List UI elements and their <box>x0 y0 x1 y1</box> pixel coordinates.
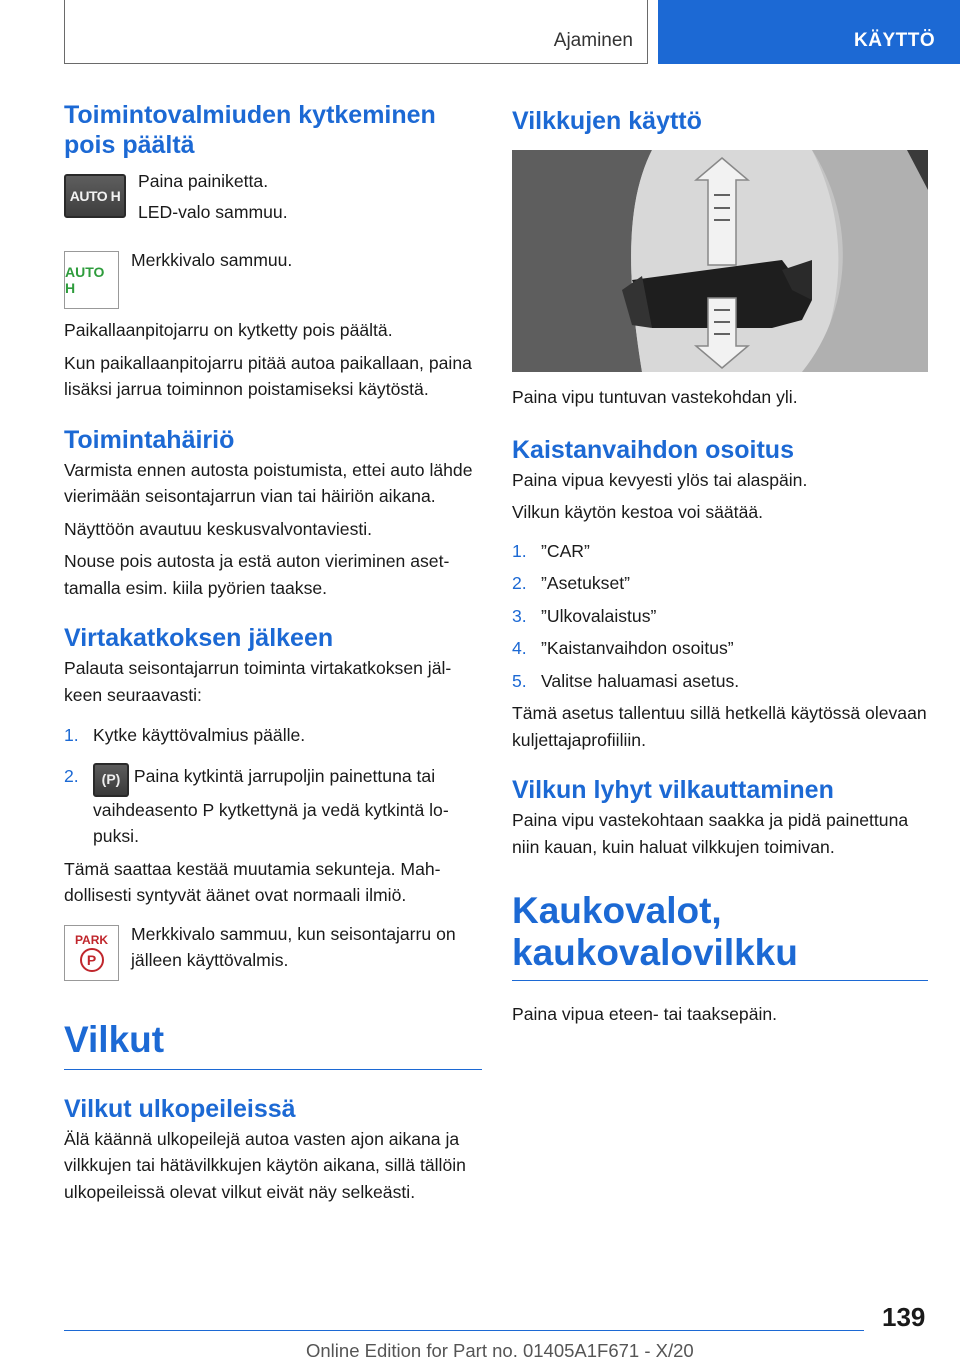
lane-text-2: Vilkun käytön kestoa voi säätää. <box>512 502 764 522</box>
heading-deactivate: Toimintovalmiuden kytkeminen pois päältä <box>64 101 436 159</box>
turn-signal-lever-image <box>512 150 928 372</box>
edition-text: Online Edition for Part no. 01405A1F671 - X/20 <box>306 1340 694 1361</box>
step-text: Kytke käyttövalmius päälle. <box>93 725 306 745</box>
step-number: 2. <box>512 573 527 593</box>
section-vilkut <box>64 1019 482 1070</box>
parking-brake-switch-label: (P) <box>101 771 121 788</box>
heading-lane-change: Kaistanvaihdon osoitus <box>512 435 794 464</box>
step-text: ”Ulkovalaistus” <box>541 605 657 626</box>
high-beam-text: Paina vipua eteen- tai taaksepäin. <box>512 1004 778 1024</box>
list-item <box>512 570 928 597</box>
press-button-text: Paina painiketta. <box>138 171 269 191</box>
indicator-use-text: Paina vipu tuntuvan vastekohdan yli. <box>512 387 798 407</box>
step-number: 1. <box>64 725 79 745</box>
park-indicator-row <box>64 921 482 981</box>
heading-high-beam: Kaukovalot, kaukovalovilkku <box>512 890 798 973</box>
power-intro-text: Palauta seisontajarrun toiminta virtakatkoksen jälkeen seuraavasti: <box>64 658 452 705</box>
power-steps-list <box>64 722 482 850</box>
page-number: 139 <box>882 1302 926 1332</box>
hold-note-text: Kun paikallaanpitojarru pitää autoa paikallaan, paina lisäksi jarrua toiminnon poistamiseksi käytöstä. <box>64 352 472 399</box>
list-item <box>512 603 928 630</box>
lever-illustration <box>512 150 928 372</box>
lane-note-text: Tämä asetus tallentuu sillä hetkellä käytössä olevaan kuljettajaprofiiliin. <box>512 703 927 750</box>
step-number: 1. <box>512 540 527 561</box>
park-ready-text: Merkkivalo sammuu, kun seisontajarru on jälleen käyttövalmis. <box>131 923 456 970</box>
indicator-off-text: Merkkivalo sammuu. <box>131 250 293 270</box>
header-chapter-title: KÄYTTÖ <box>854 30 936 51</box>
power-note-text: Tämä saattaa kestää muutamia sekunteja. Mahdollisesti syntyvät äänet ovat normaali ilmiö. <box>64 858 441 905</box>
park-indicator-symbol: P <box>80 948 104 972</box>
header-chapter-tab <box>658 0 960 64</box>
park-indicator-label: PARK <box>74 933 109 947</box>
heading-fault: Toimintahäiriö <box>64 425 235 454</box>
parking-brake-switch-icon <box>93 763 129 797</box>
autoh-button-row <box>64 168 482 231</box>
list-item <box>64 763 482 850</box>
right-column <box>512 100 928 1034</box>
heading-power-outage: Virtakatkoksen jälkeen <box>64 624 334 652</box>
heading-vilkut: Vilkut <box>64 1018 165 1060</box>
heading-short-flash: Vilkun lyhyt vilkauttaminen <box>512 776 834 804</box>
fault-text-1: Varmista ennen autosta poistumista, ettei auto lähde vierimään seisontajarrun vian tai häiriön aikana. <box>64 459 473 506</box>
lane-text-1: Paina vipua kevyesti ylös tai alaspäin. <box>512 469 808 490</box>
lane-steps-list <box>512 538 928 695</box>
heading-mirror-indicators: Vilkut ulkopeileissä <box>64 1094 296 1123</box>
footer-rule <box>64 1330 864 1331</box>
section-high-beam <box>512 890 928 981</box>
list-item <box>512 635 928 662</box>
list-item <box>512 668 928 695</box>
list-item <box>512 538 928 565</box>
auto-h-indicator-icon <box>64 251 119 309</box>
short-flash-text: Paina vipu vastekohtaan saakka ja pidä painettuna niin kauan, kuin haluat vilkkujen toimivan. <box>512 810 909 857</box>
header-section-title: Ajaminen <box>553 30 633 51</box>
step-text: ”Asetukset” <box>541 573 630 593</box>
mirror-text: Älä käännä ulkopeilejä autoa vasten ajon aikana ja vilkkujen tai hätävilkkujen käytön aikana, sillä tällöin ulkopeileissä olevat vilkut eivät näy selkeästi. <box>64 1128 466 1202</box>
auto-h-button-label: AUTO H <box>69 188 121 204</box>
led-off-text: LED-valo sammuu. <box>138 201 288 222</box>
step-text: Valitse haluamasi asetus. <box>541 670 740 691</box>
heading-indicator-use: Vilkkujen käyttö <box>512 107 702 135</box>
autoh-indicator-row <box>64 247 482 309</box>
auto-h-indicator-label: AUTO H <box>65 264 105 296</box>
header-section-box <box>64 0 648 64</box>
step-number: 4. <box>512 638 527 658</box>
hold-off-text: Paikallaanpitojarru on kytketty pois päältä. <box>64 320 393 340</box>
step-number: 2. <box>64 765 79 786</box>
list-item <box>64 722 482 749</box>
left-column <box>64 100 482 1211</box>
step-text: ”Kaistanvaihdon osoitus” <box>541 638 734 658</box>
fault-text-3: Nouse pois autosta ja estä auton vieriminen asettamalla esim. kiila pyörien taakse. <box>64 551 450 598</box>
auto-h-button-icon <box>64 174 126 218</box>
step-number: 3. <box>512 605 527 626</box>
fault-text-2: Näyttöön avautuu keskusvalvontaviesti. <box>64 518 373 539</box>
park-indicator-icon <box>64 925 119 981</box>
step-text: Paina kytkintä jarrupoljin painettuna tai vaihdeasento P kytkettynä ja vedä kytkintä lopuksi. <box>93 765 449 846</box>
step-text: ”CAR” <box>541 540 590 561</box>
step-number: 5. <box>512 670 527 691</box>
